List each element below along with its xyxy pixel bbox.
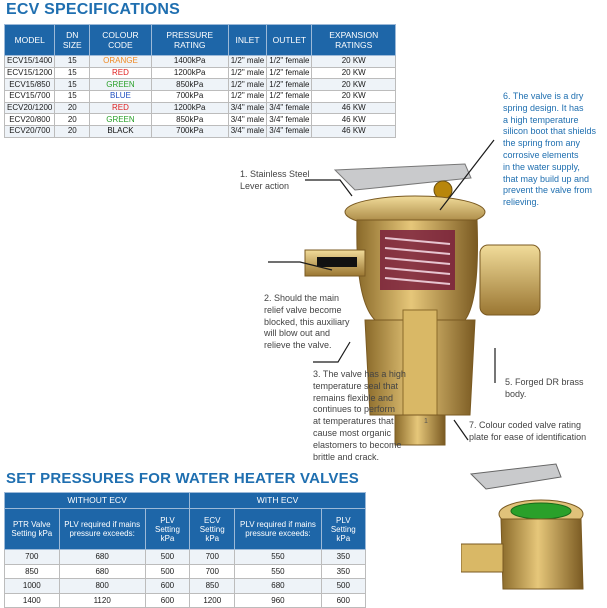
ecv-cell-dn: 20 xyxy=(55,114,90,126)
set-col-header: PTR Valve Setting kPa xyxy=(5,509,60,550)
ecv-cell-dn: 15 xyxy=(55,67,90,79)
set-cell: 800 xyxy=(59,579,145,594)
set-cell: 680 xyxy=(59,550,145,565)
ecv-cell-colour: GREEN xyxy=(90,79,151,91)
set-cell: 500 xyxy=(321,579,365,594)
set-row xyxy=(5,550,366,565)
ecv-cell-expansion: 46 KW xyxy=(312,102,396,114)
ecv-spec-table xyxy=(4,24,396,138)
ecv-cell-inlet: 3/4" male xyxy=(228,114,267,126)
set-cell: 960 xyxy=(235,593,321,608)
set-cell: 350 xyxy=(321,564,365,579)
ecv-cell-model: ECV15/850 xyxy=(5,79,55,91)
ecv-col-header: EXPANSION RATINGS xyxy=(312,25,396,56)
ecv-cell-colour: RED xyxy=(90,67,151,79)
ecv-cell-expansion: 46 KW xyxy=(312,126,396,138)
set-cell: 1000 xyxy=(5,579,60,594)
auxiliary-plug xyxy=(317,257,357,267)
note-rating-plate: 7. Colour coded valve rating plate for ease of identification xyxy=(469,420,587,442)
ecv-cell-outlet: 3/4" female xyxy=(267,126,312,138)
ecv-row xyxy=(5,114,396,126)
note-auxiliary: 2. Should the main relief valve become blocked, this auxiliary will blow out and relieve the valve. xyxy=(264,293,350,351)
ecv-cell-inlet: 1/2" male xyxy=(228,56,267,68)
ecv-col-header: PRESSURE RATING xyxy=(151,25,228,56)
set-cell: 680 xyxy=(59,564,145,579)
ecv-cell-dn: 20 xyxy=(55,102,90,114)
ecv-cell-colour: BLACK xyxy=(90,126,151,138)
ecv-cell-dn: 15 xyxy=(55,79,90,91)
set-pressures-title: SET PRESSURES FOR WATER HEATER VALVES xyxy=(6,470,359,487)
rating-plate-inset xyxy=(461,459,601,604)
set-col-header: PLV Setting kPa xyxy=(145,509,189,550)
ecv-cell-inlet: 3/4" male xyxy=(228,102,267,114)
ecv-cell-model: ECV15/1400 xyxy=(5,56,55,68)
set-body xyxy=(5,550,366,608)
set-row xyxy=(5,564,366,579)
group-without-ecv: WITHOUT ECV xyxy=(5,493,190,509)
set-col-header: PLV Setting kPa xyxy=(321,509,365,550)
ecv-cell-pressure: 1400kPa xyxy=(151,56,228,68)
ecv-header-row xyxy=(5,25,396,56)
ecv-cell-pressure: 1200kPa xyxy=(151,102,228,114)
set-cell: 680 xyxy=(235,579,321,594)
set-col-header: PLV required if mains pressure exceeds: xyxy=(235,509,321,550)
inset-body xyxy=(501,519,583,589)
ecv-specifications-title: ECV SPECIFICATIONS xyxy=(6,1,180,18)
set-cell: 600 xyxy=(321,593,365,608)
ecv-row xyxy=(5,102,396,114)
set-cell: 500 xyxy=(145,564,189,579)
set-cell: 850 xyxy=(5,564,60,579)
ecv-cell-dn: 15 xyxy=(55,91,90,103)
set-row xyxy=(5,579,366,594)
outlet-port xyxy=(480,245,540,315)
ecv-cell-colour: ORANGE xyxy=(90,56,151,68)
set-cell: 550 xyxy=(235,550,321,565)
inset-side-port xyxy=(461,544,503,572)
ecv-cell-outlet: 3/4" female xyxy=(267,102,312,114)
ecv-cell-inlet: 3/4" male xyxy=(228,126,267,138)
ecv-row xyxy=(5,67,396,79)
set-cell: 700 xyxy=(190,550,235,565)
set-row xyxy=(5,593,366,608)
set-cell: 1120 xyxy=(59,593,145,608)
group-header-row xyxy=(5,493,366,509)
set-cell: 850 xyxy=(190,579,235,594)
note-lever: 1. Stainless Steel Lever action xyxy=(240,169,310,191)
ecv-row xyxy=(5,126,396,138)
ecv-cell-pressure: 850kPa xyxy=(151,114,228,126)
ecv-cell-inlet: 1/2" male xyxy=(228,67,267,79)
ecv-cell-inlet: 1/2" male xyxy=(228,79,267,91)
ecv-cell-pressure: 700kPa xyxy=(151,126,228,138)
ecv-cell-expansion: 46 KW xyxy=(312,114,396,126)
inset-lever xyxy=(471,464,561,489)
set-cell: 500 xyxy=(145,550,189,565)
ecv-cell-expansion: 20 KW xyxy=(312,56,396,68)
ecv-col-header: COLOUR CODE xyxy=(90,25,151,56)
ecv-col-header: MODEL xyxy=(5,25,55,56)
inlet-stem xyxy=(403,310,437,420)
ecv-cell-expansion: 20 KW xyxy=(312,91,396,103)
ecv-cell-pressure: 1200kPa xyxy=(151,67,228,79)
set-cell: 1200 xyxy=(190,593,235,608)
set-header-row xyxy=(5,509,366,550)
ecv-cell-model: ECV15/1200 xyxy=(5,67,55,79)
ecv-cell-outlet: 1/2" female xyxy=(267,56,312,68)
note-brass-body: 5. Forged DR brass body. xyxy=(505,377,584,399)
ecv-cell-model: ECV20/800 xyxy=(5,114,55,126)
ecv-row xyxy=(5,79,396,91)
set-cell: 600 xyxy=(145,593,189,608)
ecv-body xyxy=(5,56,396,138)
set-cell: 600 xyxy=(145,579,189,594)
set-cell: 700 xyxy=(190,564,235,579)
set-cell: 1400 xyxy=(5,593,60,608)
set-cell: 700 xyxy=(5,550,60,565)
ecv-cell-expansion: 20 KW xyxy=(312,79,396,91)
ecv-cell-dn: 20 xyxy=(55,126,90,138)
ecv-cell-dn: 15 xyxy=(55,56,90,68)
ecv-cell-expansion: 20 KW xyxy=(312,67,396,79)
ecv-cell-inlet: 1/2" male xyxy=(228,91,267,103)
ecv-cell-pressure: 850kPa xyxy=(151,79,228,91)
ecv-cell-colour: BLUE xyxy=(90,91,151,103)
ecv-row xyxy=(5,56,396,68)
note-dry-spring: 6. The valve is a dry spring design. It has a high temperature silicon boot that shields the spring from any corrosive elements in the water supply, that may build up and prevent the valve from relieving. xyxy=(503,91,597,208)
ecv-col-header: OUTLET xyxy=(267,25,312,56)
set-cell: 550 xyxy=(235,564,321,579)
ecv-row xyxy=(5,91,396,103)
ecv-cell-outlet: 1/2" female xyxy=(267,91,312,103)
ecv-cell-model: ECV20/700 xyxy=(5,126,55,138)
ecv-cell-model: ECV20/1200 xyxy=(5,102,55,114)
ecv-cell-colour: GREEN xyxy=(90,114,151,126)
set-pressures-table xyxy=(4,492,366,608)
ecv-col-header: INLET xyxy=(228,25,267,56)
set-col-header: PLV required if mains pressure exceeds: xyxy=(59,509,145,550)
inset-rating-plate xyxy=(511,503,571,519)
page-marker: 1 xyxy=(424,418,428,425)
set-col-header: ECV Setting kPa xyxy=(190,509,235,550)
ecv-cell-outlet: 1/2" female xyxy=(267,79,312,91)
ecv-cell-model: ECV15/700 xyxy=(5,91,55,103)
ecv-col-header: DN SIZE xyxy=(55,25,90,56)
set-cell: 350 xyxy=(321,550,365,565)
note-seal: 3. The valve has a high temperature seal that remains flexible and continues to perform at temperatures that cause most organic elastomers to become brittle and crack. xyxy=(313,369,406,462)
ecv-cell-colour: RED xyxy=(90,102,151,114)
ecv-cell-pressure: 700kPa xyxy=(151,91,228,103)
group-with-ecv: WITH ECV xyxy=(190,493,366,509)
ecv-cell-outlet: 3/4" female xyxy=(267,114,312,126)
ecv-cell-outlet: 1/2" female xyxy=(267,67,312,79)
